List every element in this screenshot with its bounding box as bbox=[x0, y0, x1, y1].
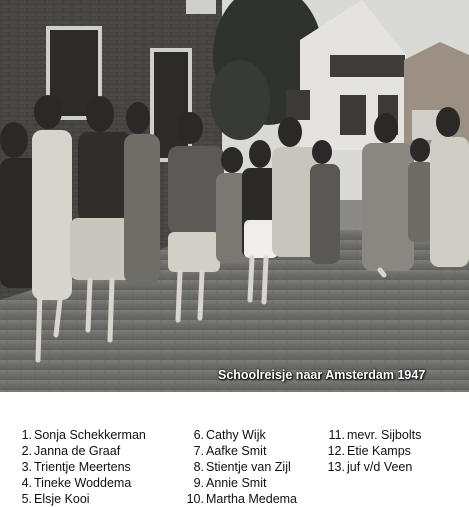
list-item bbox=[14, 459, 146, 475]
list-item bbox=[14, 491, 146, 507]
list-item bbox=[184, 491, 297, 507]
list-item bbox=[325, 443, 421, 459]
person-name: juf v/d Veen bbox=[347, 460, 413, 474]
list-number: 10. bbox=[186, 492, 204, 506]
names-column-3 bbox=[325, 427, 421, 475]
list-number: 7. bbox=[193, 444, 204, 458]
list-number: 6. bbox=[193, 428, 204, 442]
names-column-2 bbox=[184, 427, 297, 507]
person-name: Aafke Smit bbox=[206, 444, 267, 458]
person-name: Janna de Graaf bbox=[34, 444, 121, 458]
list-item bbox=[325, 459, 421, 475]
person-name: Elsje Kooi bbox=[34, 492, 90, 506]
list-item bbox=[184, 459, 297, 475]
list-item bbox=[184, 427, 297, 443]
list-number: 2. bbox=[21, 444, 32, 458]
list-number: 11. bbox=[328, 428, 345, 442]
person-name: Martha Medema bbox=[206, 492, 298, 506]
list-number: 1. bbox=[21, 428, 32, 442]
list-number: 5. bbox=[21, 492, 32, 506]
names-legend bbox=[0, 427, 469, 506]
list-item bbox=[14, 427, 146, 443]
list-number: 4. bbox=[21, 476, 32, 490]
list-number: 8. bbox=[193, 460, 204, 474]
list-item bbox=[14, 475, 146, 491]
list-item bbox=[14, 443, 146, 459]
list-number: 3. bbox=[21, 460, 32, 474]
list-item bbox=[184, 443, 297, 459]
person-name: Stientje van Zijl bbox=[206, 460, 291, 474]
person-name: Tineke Woddema bbox=[34, 476, 132, 490]
person-name: Annie Smit bbox=[206, 476, 267, 490]
photo-caption: Schoolreisje naar Amsterdam 1947 bbox=[218, 368, 426, 382]
person-name: Cathy Wijk bbox=[206, 428, 266, 442]
list-number: 12. bbox=[327, 444, 345, 458]
person-name: mevr. Sijbolts bbox=[347, 428, 422, 442]
person-name: Trientje Meertens bbox=[34, 460, 131, 474]
names-column-1 bbox=[14, 427, 146, 507]
list-item bbox=[184, 475, 297, 491]
list-item bbox=[325, 427, 421, 443]
list-number: 9. bbox=[193, 476, 204, 490]
person-name: Sonja Schekkerman bbox=[34, 428, 146, 442]
person-name: Etie Kamps bbox=[347, 444, 411, 458]
list-number: 13. bbox=[327, 460, 345, 474]
